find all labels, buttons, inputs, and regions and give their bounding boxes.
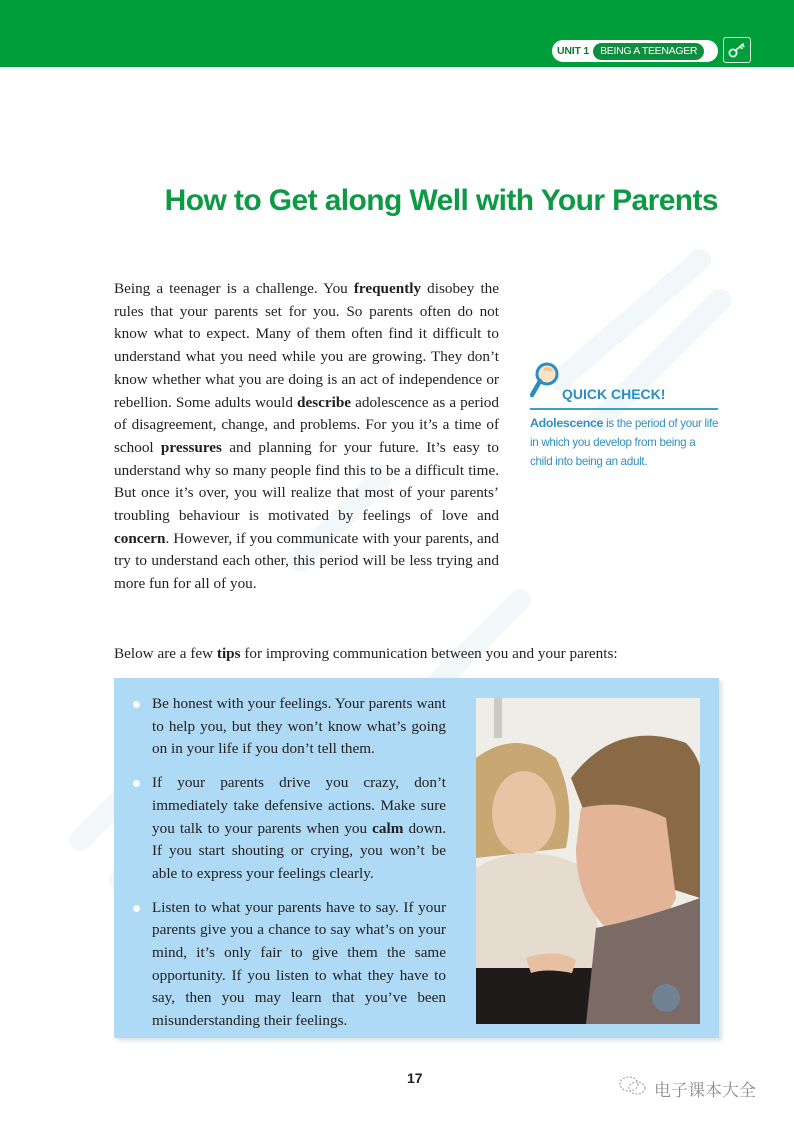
intro-paragraph xyxy=(114,278,499,596)
tips-box xyxy=(114,678,719,1038)
quick-check-divider xyxy=(530,408,718,410)
keyword-tips: tips xyxy=(216,645,241,662)
tip-text: down. If you start shouting or crying, you won’t be able to express your feelings clearly. xyxy=(152,819,446,882)
tips-intro-text: for improving communication between you and your parents: xyxy=(240,645,618,662)
keyword-frequently: frequently xyxy=(353,280,422,297)
keyword-pressures: pressures xyxy=(160,438,222,456)
quick-check-box xyxy=(530,366,720,471)
wechat-icon xyxy=(618,1075,648,1102)
tips-intro-text: Below are a few xyxy=(114,645,217,662)
header-band xyxy=(0,0,794,67)
photo-mother-and-son xyxy=(476,698,700,1024)
quick-check-definition xyxy=(530,414,720,471)
bullet-icon xyxy=(133,780,140,787)
bullet-icon xyxy=(133,905,140,912)
tip-item xyxy=(134,772,446,886)
source-watermark-text: 电子课本大全 xyxy=(654,1081,756,1101)
intro-text: and planning for your future. It’s easy to understand why so many people find this to be a difficult time. But once it’s over, you will realize that most of your parents’ troubling behaviour is motivated by feelings of love and xyxy=(114,438,499,525)
tip-text: Listen to what your parents have to say. If your parents give you a chance to say what’s on your mind, it’s only fair to give them the same opportunity. If you listen to what they have to say, then you may learn that you’ve been misunderstanding their feelings. xyxy=(152,898,446,1030)
source-watermark xyxy=(618,1075,756,1102)
intro-text: adolescence as a period of disagreement, change, and problems. For you it’s a time of school xyxy=(114,393,499,456)
unit-label: UNIT 1 xyxy=(557,45,590,57)
keyword-describe: describe xyxy=(297,393,352,411)
tips-intro xyxy=(114,645,618,663)
quick-check-term: Adolescence xyxy=(530,415,604,430)
tips-list xyxy=(134,693,446,1044)
page-number: 17 xyxy=(407,1070,423,1086)
keyword-concern: concern xyxy=(114,529,166,547)
intro-text: Being a teenager is a challenge. You xyxy=(114,280,354,297)
unit-title: BEING A TEENAGER xyxy=(593,43,704,60)
unit-badge xyxy=(552,40,718,62)
tip-text: Be honest with your feelings. Your parents want to help you, but they won’t know what’s going on in your life if you don’t tell them. xyxy=(152,695,446,758)
quick-check-text: is the period of your life in which you develop from being a child into being an adult. xyxy=(530,416,719,468)
bullet-icon xyxy=(133,701,140,708)
tip-text: If your parents drive you crazy, don’t immediately take defensive actions. Make sure you talk to your parents when you xyxy=(152,774,446,837)
page-title: How to Get along Well with Your Parents xyxy=(164,184,718,217)
tip-item xyxy=(134,693,446,761)
tip-item xyxy=(134,897,446,1033)
magnifier-icon xyxy=(530,361,560,404)
intro-text: disobey the rules that your parents set for you. So parents often do not know what to expect. Many of them often find it difficult to understand what you need while you are growing. They don’t know whether what you are doing is an act of independence or rebellion. Some adults would xyxy=(114,280,499,411)
keyword-calm: calm xyxy=(372,819,404,837)
intro-text: . However, if you communicate with your parents, and try to understand each other, this period will be less trying and more fun for all of you. xyxy=(114,529,499,593)
quick-check-title: QUICK CHECK! xyxy=(562,386,666,402)
key-icon xyxy=(723,37,751,63)
